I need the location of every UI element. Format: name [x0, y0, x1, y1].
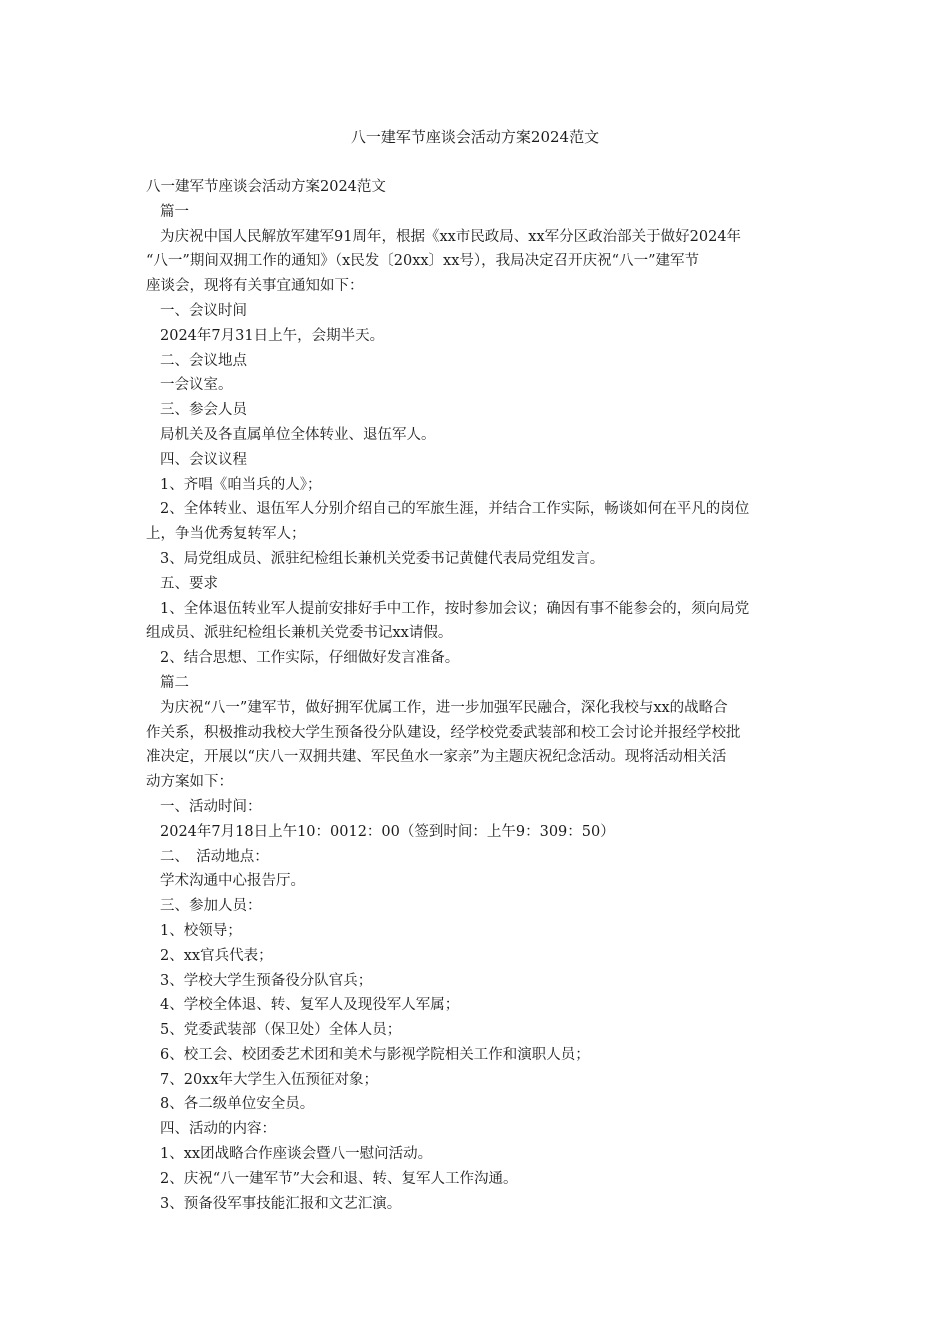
- document-line: 1、齐唱《咱当兵的人》；: [160, 476, 322, 493]
- document-line: 一、活动时间：: [160, 798, 262, 815]
- document-line: 3、预备役军事技能汇报和文艺汇演。: [160, 1195, 402, 1212]
- document-line: 组成员、派驻纪检组长兼机关党委书记xx请假。: [146, 625, 453, 642]
- document-line: 8、各二级单位安全员。: [160, 1096, 315, 1113]
- document-body: [146, 175, 808, 1216]
- document-line: 2024年7月31日上午，会期半天。: [160, 327, 385, 344]
- document-line: “八一”期间双拥工作的通知》（x民发〔20xx〕xx号），我局决定召开庆祝“八一”建军节: [146, 253, 699, 270]
- document-line: 4、学校全体退、转、复军人及现役军人军属；: [160, 997, 460, 1014]
- page-title: 八一建军节座谈会活动方案2024范文: [350, 128, 600, 146]
- document-line: 上，争当优秀复转军人；: [146, 526, 306, 543]
- document-line: 2、庆祝“八一建军节”大会和退、转、复军人工作沟通。: [160, 1170, 518, 1187]
- document-line: 准决定，开展以“庆八一双拥共建、军民鱼水一家亲”为主题庆祝纪念活动。现将活动相关活: [146, 749, 727, 766]
- document-line: 篇二: [160, 674, 189, 691]
- document-line: 四、会议议程: [160, 451, 247, 468]
- document-line: 2024年7月18日上午10：0012：00（签到时间：上午9：309：50）: [160, 823, 615, 840]
- document-line: 一会议室。: [160, 377, 233, 394]
- document-heading: 八一建军节座谈会活动方案2024范文: [146, 179, 386, 195]
- document-line: 3、学校大学生预备役分队官兵；: [160, 972, 373, 989]
- document-line: 动方案如下：: [146, 774, 233, 791]
- document-line: 二、会议地点: [160, 352, 247, 369]
- document-line: 篇一: [160, 203, 189, 220]
- document-line: 座谈会，现将有关事宜通知如下：: [146, 278, 364, 295]
- document-line: 一、会议时间: [160, 302, 247, 319]
- document-line: 1、校领导；: [160, 922, 242, 939]
- document-line: 5、党委武装部（保卫处）全体人员；: [160, 1022, 402, 1039]
- document-lines: [146, 200, 808, 1217]
- document-line: 2、全体转业、退伍军人分别介绍自己的军旅生涯，并结合工作实际，畅谈如何在平凡的岗位: [160, 501, 750, 518]
- document-line: 局机关及各直属单位全体转业、退伍军人。: [160, 426, 436, 443]
- document-line: 7、20xx年大学生入伍预征对象；: [160, 1071, 379, 1088]
- document-line: 四、活动的内容：: [160, 1121, 276, 1138]
- document-line: 三、参会人员: [160, 402, 247, 419]
- document-line: 3、局党组成员、派驻纪检组长兼机关党委书记黄健代表局党组发言。: [160, 550, 605, 567]
- document-line: 2、xx官兵代表；: [160, 947, 273, 964]
- document-line: 三、参加人员：: [160, 898, 262, 915]
- document-line: 为庆祝中国人民解放军建军91周年，根据《xx市民政局、xx军分区政治部关于做好2024年: [160, 228, 742, 245]
- document-line: 2、结合思想、工作实际，仔细做好发言准备。: [160, 650, 460, 667]
- document-line: 学术沟通中心报告厅。: [160, 873, 305, 890]
- document-line: 6、校工会、校团委艺术团和美术与影视学院相关工作和演职人员；: [160, 1046, 590, 1063]
- document-line: 为庆祝“八一”建军节，做好拥军优属工作，进一步加强军民融合，深化我校与xx的战略合: [160, 699, 728, 716]
- document-line: 1、xx团战略合作座谈会暨八一慰问活动。: [160, 1146, 433, 1163]
- document-line: 五、要求: [160, 575, 218, 592]
- document-line: 1、全体退伍转业军人提前安排好手中工作，按时参加会议；确因有事不能参会的，须向局党: [160, 600, 750, 617]
- document-line: 作关系，积极推动我校大学生预备役分队建设，经学校党委武装部和校工会讨论并报经学校批: [146, 724, 741, 741]
- document-line: 二、 活动地点：: [160, 848, 269, 865]
